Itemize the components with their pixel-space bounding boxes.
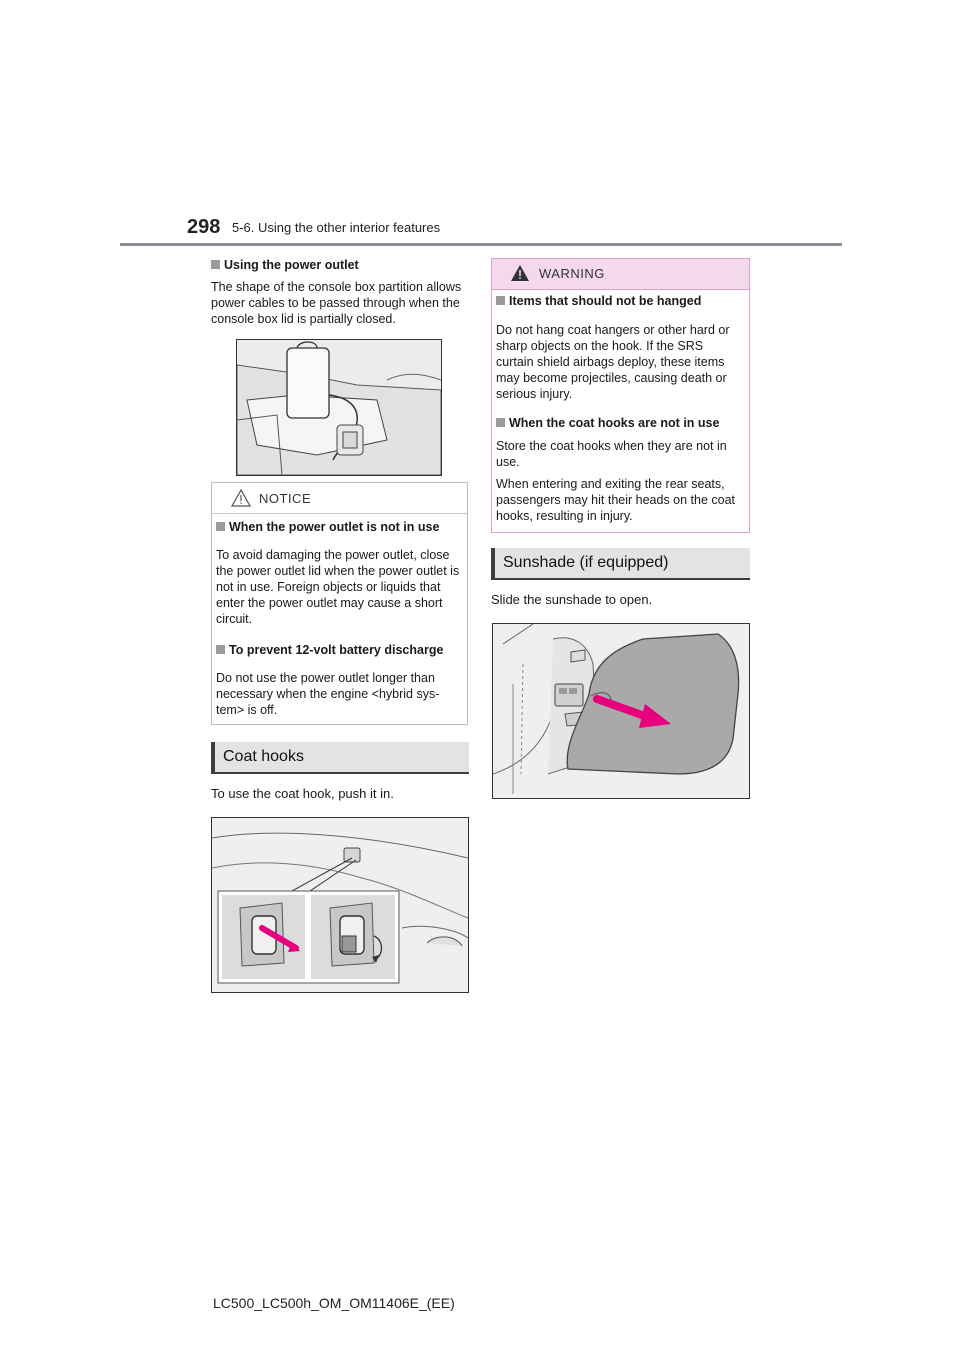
warning-triangle-icon [510, 264, 530, 282]
warning-box [491, 258, 750, 533]
sunshade-text: Slide the sunshade to open. [491, 592, 653, 607]
warning-item-1-text: Do not hang coat hangers or other hard or sharp objects on the hook. If the SRS curtain shield airbags deploy, these items may become projectiles, causing death or serious injury. [496, 323, 730, 401]
notice-item-1-text: To avoid damaging the power outlet, close the power outlet lid when the power outlet is not in use. Foreign objects or liquids that enter the power outlet may cause a short circuit. [216, 548, 460, 626]
sunshade-section-header [491, 548, 750, 580]
page-number: 298 [187, 216, 221, 238]
sunshade-illustration [492, 623, 750, 799]
notice-header [212, 483, 467, 514]
warning-title: WARNING [539, 266, 605, 281]
notice-title: NOTICE [259, 491, 312, 506]
coat-hooks-section-header [211, 742, 469, 774]
notice-box [211, 482, 468, 725]
power-outlet-text: The shape of the console box partition allows power cables to be passed through when the console box lid is partially closed. [211, 280, 462, 326]
caution-triangle-icon [231, 489, 251, 507]
section-title: 5-6. Using the other interior features [232, 220, 441, 235]
sunshade-heading: Sunshade (if equipped) [503, 554, 669, 571]
warning-header [492, 259, 749, 290]
notice-item-2-heading: To prevent 12-volt battery discharge [216, 642, 464, 658]
document-code: LC500_LC500h_OM_OM11406E_(EE) [213, 1295, 455, 1311]
power-outlet-heading: Using the power outlet [211, 257, 359, 273]
warning-item-2-text-1: Store the coat hooks when they are not in use. [496, 439, 727, 469]
console-box-illustration [236, 339, 442, 476]
warning-item-2-text-2: When entering and exiting the rear seats, passengers may hit their heads on the coat hooks, resulting in injury. [496, 477, 736, 523]
warning-item-2-heading: When the coat hooks are not in use [496, 415, 746, 431]
notice-item-1-heading: When the power outlet is not in use [216, 519, 464, 535]
notice-item-2-text: Do not use the power outlet longer than necessary when the engine <hybrid sys-tem> is off. [216, 671, 440, 717]
coat-hook-illustration [211, 817, 469, 993]
header-divider [120, 243, 842, 246]
coat-hooks-text: To use the coat hook, push it in. [211, 786, 394, 801]
warning-item-1-heading: Items that should not be hanged [496, 293, 746, 309]
coat-hooks-heading: Coat hooks [223, 748, 304, 765]
